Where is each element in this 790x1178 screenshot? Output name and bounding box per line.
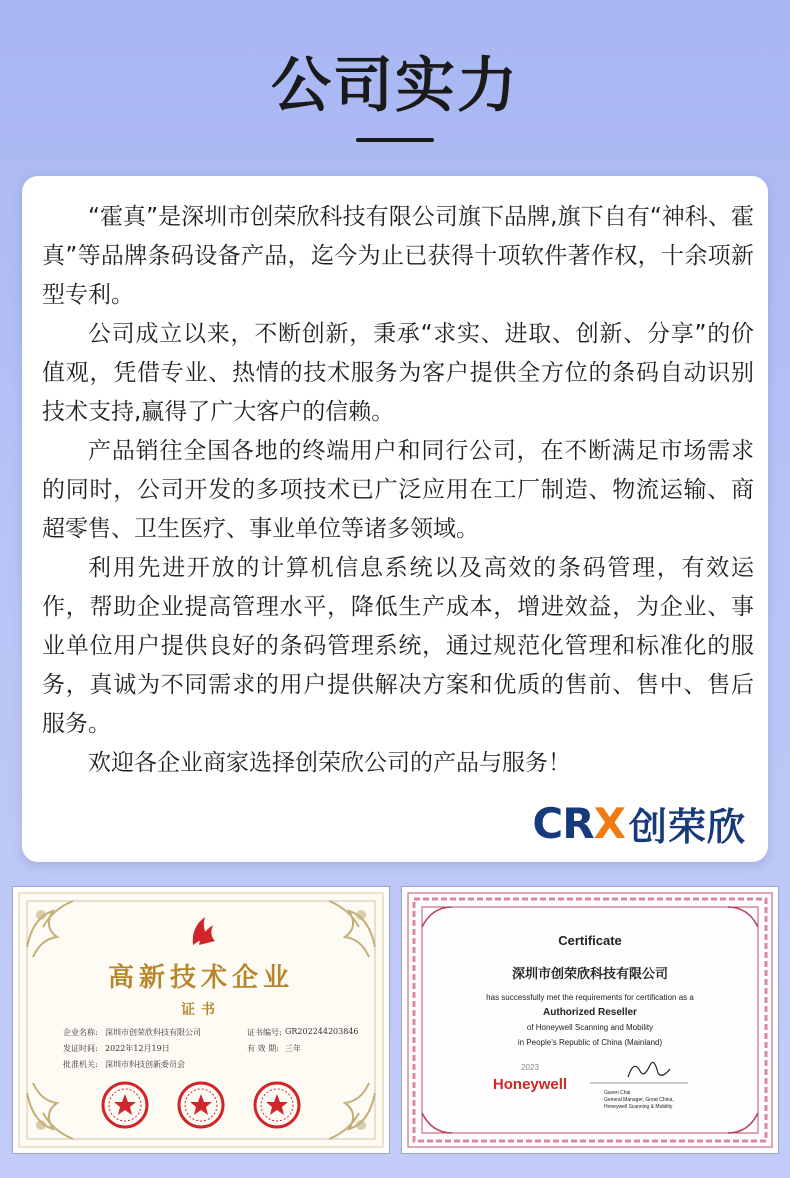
certificate-line-3: in People's Republic of China (Mainland) (517, 1038, 663, 1047)
brand-logo-chinese: 创荣欣 (628, 804, 746, 849)
honeywell-certificate (401, 886, 779, 1154)
certificate-year: 2023 (521, 1063, 539, 1072)
certificate-line-1: has successfully met the requirements for certification as a (486, 993, 694, 1002)
logo-letter-c: C (532, 798, 563, 848)
certificate-line-2: of Honeywell Scanning and Mobility (526, 1023, 654, 1032)
honeywell-logo: Honeywell (492, 1076, 568, 1093)
intro-paragraph: 产品销往全国各地的终端用户和同行公司，在不断满足市场需求的同时，公司开发的多项技术已广泛应用在工厂制造、物流运输、商超零售、卫生医疗、事业单位等诸多领域。 (42, 438, 754, 542)
title-underline (356, 138, 434, 142)
certificate-heading: Certificate (558, 933, 622, 948)
validity-value: 三年 (285, 1044, 301, 1053)
brand-logo (532, 798, 746, 848)
logo-letter-r: R (562, 798, 594, 848)
intro-paragraph: 公司成立以来，不断创新，秉承“求实、进取、创新、分享”的价值观，凭借专业、热情的技术服务为客户提供全方位的条码自动识别技术支持,赢得了广大客户的信赖。 (42, 321, 754, 425)
cert-number-value: GR202244203846 (285, 1027, 359, 1036)
certificate-title: 高新技术企业 (107, 963, 294, 993)
signer-title-2: Honeywell Scanning & Mobility (604, 1104, 673, 1110)
hightech-certificate-frame (13, 887, 389, 1153)
certificate-company: 深圳市创荣欣科技有限公司 (511, 966, 668, 981)
authority-label: 批准机关: (63, 1060, 98, 1069)
logo-letter-x: X (593, 798, 625, 848)
brand-logo-mark (532, 799, 625, 848)
cert-number-label: 证书编号: (247, 1028, 282, 1037)
intro-paragraph: “霍真”是深圳市创荣欣科技有限公司旗下品牌,旗下自有“神科、霍真”等品牌条码设备产品，迄今为止已获得十项软件著作权，十余项新型专利。 (42, 204, 754, 308)
authority-value: 深圳市科技创新委员会 (105, 1060, 185, 1069)
intro-paragraph: 欢迎各企业商家选择创荣欣公司的产品与服务！ (88, 750, 571, 776)
company-label: 企业名称: (63, 1028, 98, 1037)
intro-card (22, 176, 768, 862)
certificate-role: Authorized Reseller (543, 1007, 637, 1018)
intro-text (42, 198, 754, 783)
signer-title-1: General Manager, Great China, (604, 1097, 674, 1103)
issue-date-value: 2022年12月19日 (105, 1044, 170, 1053)
hightech-certificate (12, 886, 390, 1154)
company-value: 深圳市创荣欣科技有限公司 (105, 1028, 201, 1037)
signer-name: Gaven Chai (604, 1090, 631, 1096)
certificate-subtitle: 证书 (181, 1002, 221, 1018)
page-title: 公司实力 (271, 51, 519, 121)
intro-paragraph: 利用先进开放的计算机信息系统以及高效的条码管理，有效运作，帮助企业提高管理水平，降低生产成本，增进效益，为企业、事业单位用户提供良好的条码管理系统，通过规范化管理和标准化的服务，真诚为不同需求的用户提供解决方案和优质的售前、售中、售后服务。 (42, 555, 754, 737)
honeywell-certificate-frame (402, 887, 778, 1153)
validity-label: 有 效 期: (247, 1044, 279, 1053)
issue-date-label: 发证时间: (63, 1044, 98, 1053)
